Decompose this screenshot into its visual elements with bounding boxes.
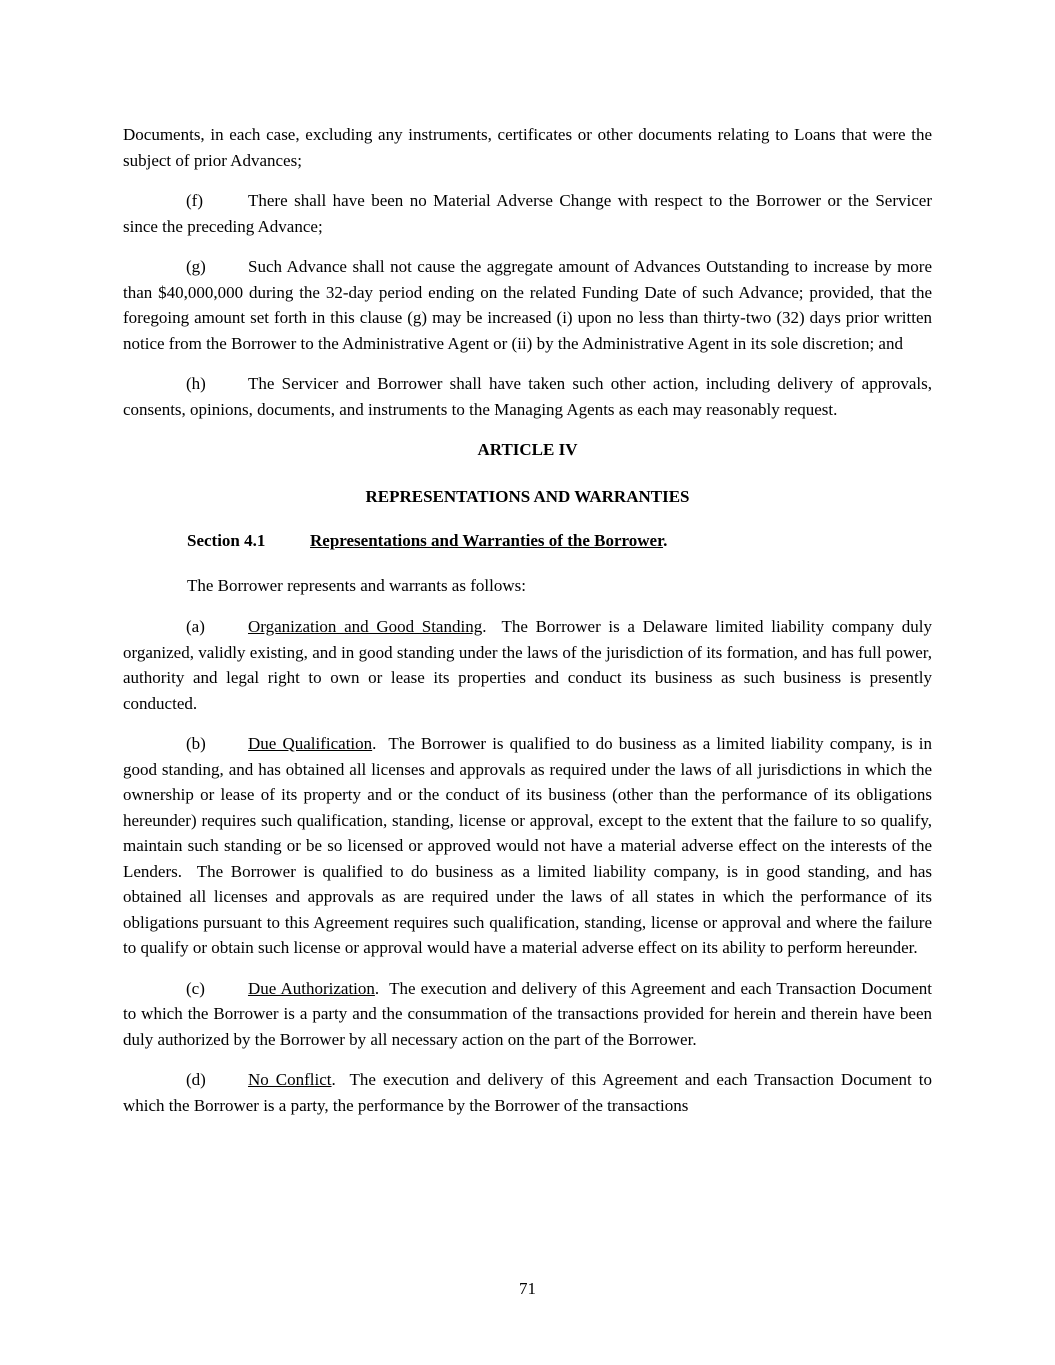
clause-g	[123, 254, 932, 356]
article-title-text: REPRESENTATIONS AND WARRANTIES	[365, 486, 690, 506]
article-heading	[123, 437, 932, 463]
clause-b-text: The Borrower is qualified to do business as a limited liability company, is in good standing, and has obtained all licenses and approvals as required under the laws of all jurisdictions in which the ownership or lease of its property and or the conduct of its business (other than the performance of its obligations hereunder) requires such qualification, standing, license or approval, except to the extent that the failure to so qualify, maintain such standing or be so licensed or approved would not have a material adverse effect on the interests of the Lenders. The Borrower is qualified to do business as a limited liability company, is in good standing, and has obtained all licenses and approvals as are required under the laws of all states in which the performance of its obligations pursuant to this Agreement requires such qualification, standing, license or approval and where the failure to qualify or obtain such license or approval would have a material adverse effect on its ability to perform hereunder.	[123, 734, 932, 957]
clause-f-label: (f)	[186, 191, 203, 210]
article-number: ARTICLE IV	[477, 440, 578, 459]
clause-d-label: (d)	[186, 1070, 206, 1089]
clause-a-text: The Borrower is a Delaware limited liability company duly organized, validly existing, and in good standing under the laws of the jurisdiction of its formation, and has full power, authority and legal right to own or lease its properties and conduct its business as such business is presently conducted.	[123, 617, 932, 713]
paragraph-continuation-text: Documents, in each case, excluding any instruments, certificates or other documents relating to Loans that were the subject of prior Advances;	[123, 125, 932, 170]
clause-h	[123, 371, 932, 422]
clause-b-heading: Due Qualification	[248, 734, 373, 753]
clause-f	[123, 188, 932, 239]
clause-d-heading: No Conflict	[248, 1070, 332, 1089]
clause-h-text: The Servicer and Borrower shall have taken such other action, including delivery of approvals, consents, opinions, documents, and instruments to the Managing Agents as each may reasonably request.	[123, 374, 932, 419]
clause-a	[123, 614, 932, 716]
clause-d-text: The execution and delivery of this Agreement and each Transaction Document to which the Borrower is a party, the performance by the Borrower of the transactions	[123, 1070, 932, 1115]
clause-g-label: (g)	[186, 257, 206, 276]
clause-d	[123, 1067, 932, 1118]
clause-b-label: (b)	[186, 734, 206, 753]
clause-b	[123, 731, 932, 961]
section-4-1-label: Section 4.1	[187, 531, 266, 550]
clause-a-sep: .	[482, 617, 502, 636]
clause-g-text: Such Advance shall not cause the aggregate amount of Advances Outstanding to increase by more than $40,000,000 during the 32-day period ending on the related Funding Date of such Advance; provided, that the foregoing amount set forth in this clause (g) may be increased (i) upon no less than thirty-two (32) days prior written notice from the Borrower to the Administrative Agent or (ii) by the Administrative Agent in its sole discretion; and	[123, 257, 932, 353]
clause-c-heading: Due Authorization	[248, 978, 375, 998]
paragraph-continuation	[123, 122, 932, 173]
section-4-1-heading	[123, 528, 932, 554]
clause-c-sep: .	[374, 978, 390, 998]
section-4-1-title: Representations and Warranties of the Borrower	[310, 531, 664, 550]
intro-paragraph	[123, 573, 932, 599]
clause-c-text: The execution and delivery of this Agreement and each Transaction Document to which the Borrower is a party and the consummation of the transactions provided for herein and therein have been duly authorized by the Borrower by all necessary action on the part of the Borrower.	[123, 978, 932, 1049]
clause-a-label: (a)	[186, 617, 205, 636]
clause-c-label: (c)	[186, 978, 205, 998]
clause-c	[123, 976, 932, 1053]
clause-d-sep: .	[331, 1070, 350, 1089]
page-number: 71	[519, 1279, 536, 1298]
section-4-1-punct: .	[663, 531, 668, 550]
clause-f-text: There shall have been no Material Adverse Change with respect to the Borrower or the Servicer since the preceding Advance;	[123, 191, 932, 236]
clause-h-label: (h)	[186, 374, 206, 393]
article-title	[123, 484, 932, 510]
intro-text: The Borrower represents and warrants as follows:	[187, 575, 526, 595]
clause-b-sep: .	[372, 734, 389, 753]
clause-a-heading: Organization and Good Standing	[248, 617, 483, 636]
